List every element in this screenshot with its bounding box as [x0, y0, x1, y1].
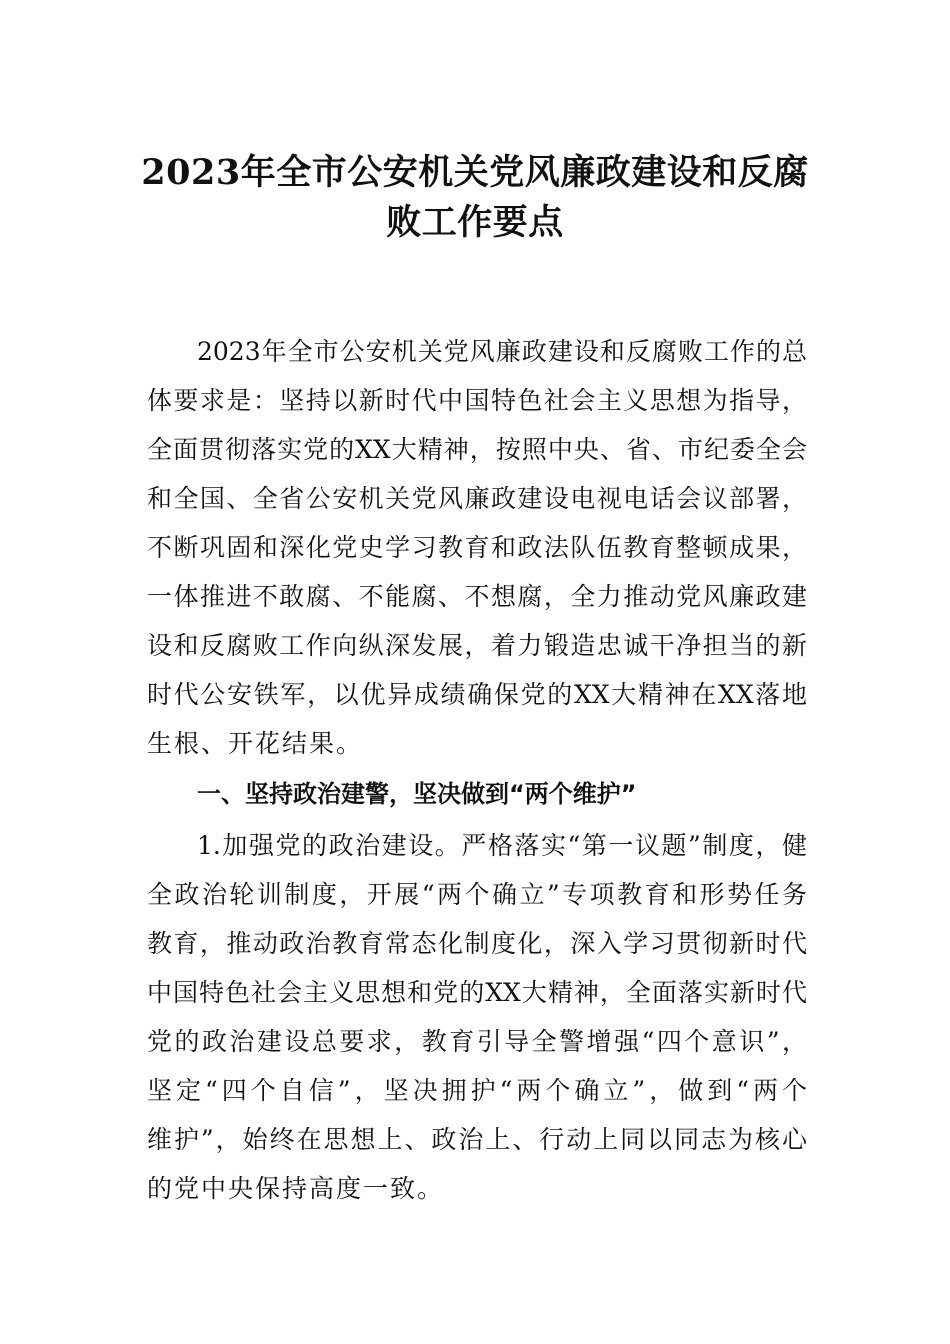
section-heading: 一、坚持政治建警，坚决做到“两个维护”: [197, 780, 637, 808]
paragraph-line: 维护”，始终在思想上、政治上、行动上同以同志为核心: [147, 1125, 807, 1154]
paragraph-line: 党的政治建设总要求，教育引导全警增强“四个意识”，: [147, 1027, 807, 1056]
title-line-2: 败工作要点: [386, 202, 564, 243]
paragraph-line: 时代公安铁军，以优异成绩确保党的XX大精神在XX落地: [147, 680, 807, 709]
paragraph-line: 生根、开花结果。: [147, 729, 364, 758]
paragraph-line: 和全国、全省公安机关党风廉政建设电视电话会议部署，: [147, 484, 807, 513]
paragraph-line: 教育，推动政治教育常态化制度化，深入学习贯彻新时代: [147, 929, 807, 958]
paragraph-line: 坚定“四个自信”，坚决拥护“两个确立”，做到“两个: [147, 1076, 807, 1105]
paragraph-line: 设和反腐败工作向纵深发展，着力锻造忠诚干净担当的新: [147, 631, 807, 660]
paragraph-line: 中国特色社会主义思想和党的XX大精神，全面落实新时代: [147, 978, 807, 1007]
title-line-1: 2023年全市公安机关党风廉政建设和反腐: [141, 152, 809, 193]
paragraph-line: 1.加强党的政治建设。严格落实“第一议题”制度，健: [197, 831, 807, 860]
paragraph-line: 全政治轮训制度，开展“两个确立”专项教育和形势任务: [147, 880, 807, 909]
paragraph-line: 全面贯彻落实党的XX大精神，按照中央、省、市纪委全会: [147, 435, 807, 464]
paragraph-line: 体要求是：坚持以新时代中国特色社会主义思想为指导，: [147, 386, 807, 415]
document-title: [130, 148, 820, 248]
paragraph-line: 2023年全市公安机关党风廉政建设和反腐败工作的总: [197, 337, 807, 366]
paragraph-line: 不断巩固和深化党史学习教育和政法队伍教育整顿成果，: [147, 533, 807, 562]
paragraph-line: 一体推进不敢腐、不能腐、不想腐，全力推动党风廉政建: [147, 582, 807, 611]
paragraph-line: 的党中央保持高度一致。: [147, 1174, 445, 1203]
